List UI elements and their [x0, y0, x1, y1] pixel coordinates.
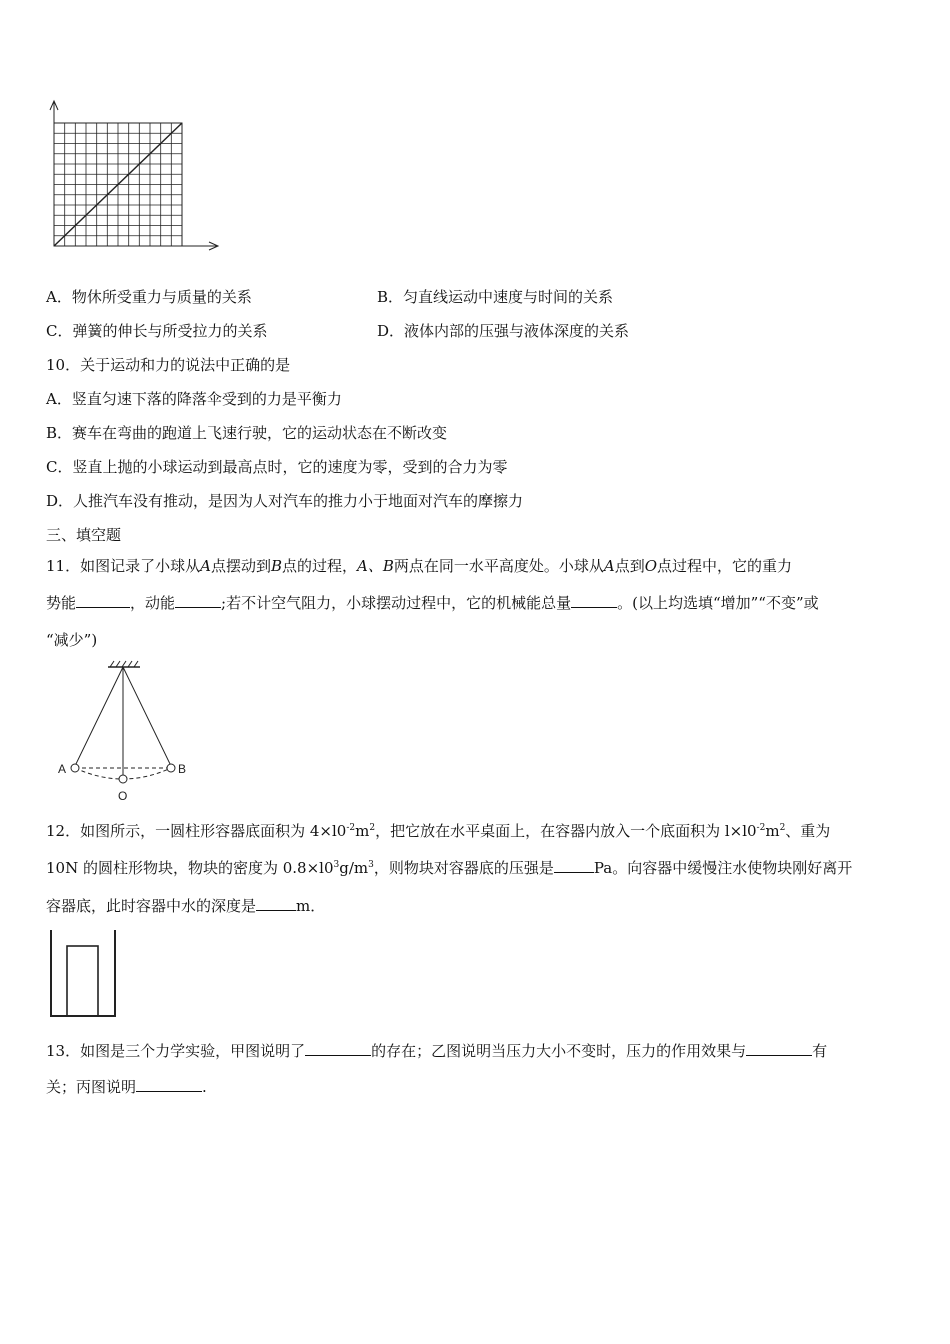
- q10-option-d: D．人推汽车没有推动，是因为人对汽车的推力小于地面对汽车的摩擦力: [46, 492, 524, 510]
- q13-text: .: [202, 1078, 207, 1096]
- q11-var-a: A: [200, 557, 211, 575]
- q12-line-1: [46, 820, 830, 841]
- q12-text: m: [355, 822, 370, 840]
- q11-var-a: A: [603, 557, 615, 575]
- pendulum-label-o: O: [118, 789, 128, 803]
- q12-text: 12．如图所示，一圆柱形容器底面积为 4×l0: [46, 822, 347, 840]
- q13-line-2: [46, 1076, 207, 1097]
- q11-var-o: O: [644, 557, 658, 575]
- q9-option-d: D．液体内部的压强与液体深度的关系: [377, 322, 630, 340]
- answer-blank[interactable]: [256, 896, 296, 911]
- answer-blank[interactable]: [746, 1041, 812, 1056]
- q11-line-3: “减少”): [46, 631, 98, 649]
- q11-var-ab: A、B: [357, 557, 394, 575]
- q12-text: g/m: [339, 859, 369, 877]
- q12-exponent: -2: [756, 823, 766, 833]
- section-heading: 三、填空题: [46, 526, 122, 544]
- q9-option-c: C．弹簧的伸长与所受拉力的关系: [46, 322, 268, 340]
- answer-blank[interactable]: [305, 1041, 371, 1056]
- q11-text: 点摆动到: [210, 557, 271, 575]
- q11-text: 点的过程，: [281, 557, 357, 575]
- q11-text: 势能: [46, 594, 77, 612]
- linear-graph-figure: [44, 98, 224, 254]
- q12-exponent: 3: [368, 860, 374, 870]
- q11-text: 点过程中，它的重力: [657, 557, 793, 575]
- q12-text: m: [765, 822, 780, 840]
- q13-text: 有: [812, 1042, 828, 1060]
- q12-text: ，则物块对容器底的压强是: [373, 859, 554, 877]
- q13-text: 13．如图是三个力学实验，甲图说明了: [46, 1042, 306, 1060]
- q12-text: 容器底，此时容器中水的深度是: [46, 897, 257, 915]
- q13-text: 的存在；乙图说明当压力大小不变时，压力的作用效果与: [371, 1042, 747, 1060]
- q9-option-b: B．匀直线运动中速度与时间的关系: [377, 288, 614, 306]
- q11-line-1: [46, 555, 792, 576]
- q12-line-2: [46, 857, 852, 878]
- q12-text: ，把它放在水平桌面上，在容器内放入一个底面积为 l×l0: [375, 822, 757, 840]
- q12-text: 、重为: [785, 822, 831, 840]
- q11-text: 两点在同一水平高度处。小球从: [393, 557, 604, 575]
- q10-option-b: B．赛车在弯曲的跑道上飞速行驶，它的运动状态在不断改变: [46, 424, 448, 442]
- q12-text: Pa。向容器中缓慢注水使物块刚好离开: [593, 859, 853, 877]
- q12-text: m．: [296, 897, 326, 915]
- pendulum-figure: [52, 660, 202, 806]
- answer-blank[interactable]: [76, 593, 130, 608]
- answer-blank[interactable]: [136, 1077, 202, 1092]
- q11-text: 11．如图记录了小球从: [46, 557, 201, 575]
- q9-option-a: A．物休所受重力与质量的关系: [46, 288, 252, 306]
- q12-text: 10N 的圆柱形物块，物块的密度为 0.8×l0: [46, 859, 334, 877]
- q10-stem: 10．关于运动和力的说法中正确的是: [46, 356, 291, 374]
- q10-option-a: A．竖直匀速下落的降落伞受到的力是平衡力: [46, 390, 342, 408]
- q12-exponent: -2: [346, 823, 356, 833]
- q12-exponent: 2: [779, 823, 786, 833]
- q12-line-3: [46, 895, 325, 916]
- q12-exponent: 2: [369, 823, 376, 833]
- answer-blank[interactable]: [571, 593, 617, 608]
- q11-var-b: B: [270, 557, 282, 575]
- q11-text: 。(以上均选填“增加”“不变”或: [617, 594, 819, 612]
- q13-text: 关；丙图说明: [46, 1078, 137, 1096]
- answer-blank[interactable]: [175, 593, 221, 608]
- q11-text: 点到: [614, 557, 645, 575]
- pendulum-label-a: A: [58, 762, 67, 776]
- q11-text: ;若不计空气阻力，小球摆动过程中，它的机械能总量: [221, 594, 572, 612]
- q11-text: ，动能: [130, 594, 176, 612]
- q10-option-c: C．竖直上抛的小球运动到最高点时，它的速度为零，受到的合力为零: [46, 458, 508, 476]
- q13-line-1: [46, 1040, 827, 1061]
- pendulum-label-b: B: [178, 762, 187, 776]
- q12-exponent: 3: [333, 860, 340, 870]
- container-block-figure: [48, 928, 120, 1020]
- q11-line-2: [46, 592, 819, 613]
- answer-blank[interactable]: [554, 858, 594, 873]
